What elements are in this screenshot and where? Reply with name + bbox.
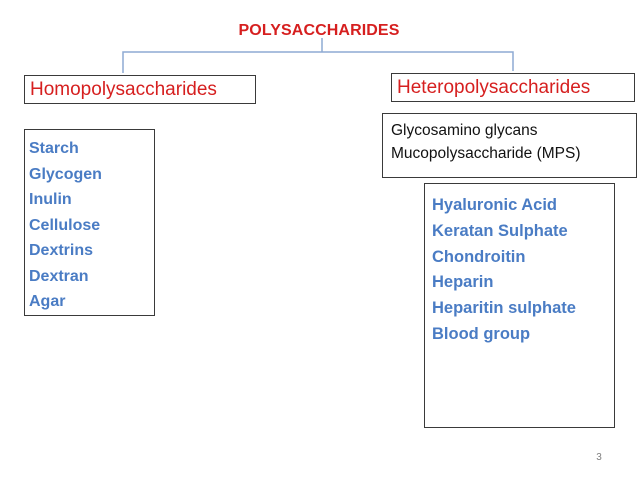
homopolysaccharides-box (24, 75, 256, 104)
list-item: Heparin (432, 273, 494, 292)
heteropolysaccharides-label: Heteropolysaccharides (397, 76, 591, 98)
list-item: Starch (29, 140, 79, 157)
page-number: 3 (596, 452, 602, 463)
heteropolysaccharides-list (424, 183, 615, 428)
list-item: Keratan Sulphate (432, 221, 568, 240)
heteropolysaccharides-box (391, 73, 635, 102)
connector-line (123, 52, 513, 73)
list-item: Blood group (432, 324, 531, 343)
homopolysaccharides-label: Homopolysaccharides (30, 78, 217, 100)
list-item: Chondroitin (432, 247, 526, 266)
list-item: Dextran (29, 267, 89, 285)
homopolysaccharides-list (24, 129, 155, 316)
list-item: Glycogen (29, 165, 102, 183)
list-item: Inulin (29, 191, 72, 208)
diagram-title: POLYSACCHARIDES (238, 22, 400, 39)
list-item: Cellulose (29, 216, 101, 234)
list-item: Agar (29, 293, 66, 310)
list-item: Dextrins (29, 242, 94, 259)
list-item: Hyaluronic Acid (432, 196, 557, 214)
subheading-line: Glycosamino glycans (391, 122, 538, 139)
subheading-line: Mucopolysaccharide (MPS) (391, 145, 581, 162)
glycosaminoglycans-box (382, 113, 637, 178)
list-item: Heparitin sulphate (432, 299, 576, 318)
